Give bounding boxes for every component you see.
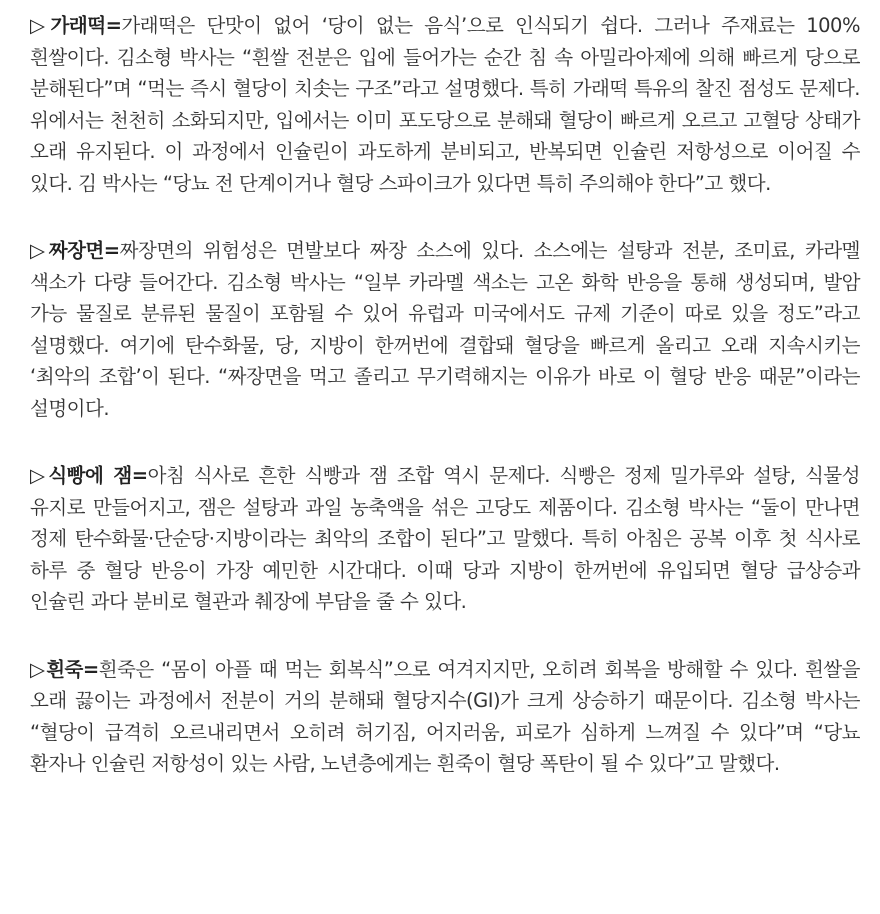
section-garaetteok (30, 10, 860, 199)
section-text: 아침 식사로 흔한 식빵과 잼 조합 역시 문제다. 식빵은 정제 밀가루와 설탕, 식물성 유지로 만들어지고, 잼은 설탕과 과일 농축액을 섞은 고당도 제품이다. 김소형 박사는 “둘이 만나면 정제 탄수화물·단순당·지방이라는 최악의 조합이 된다”고 말했다. 특히 아침은 공복 이후 첫 식사로 하루 중 혈당 반응이 가장 예민한 시간대다. 이때 당과 지방이 한꺼번에 유입되면 혈당 급상승과 인슐린 과다 분비로 혈관과 췌장에 부담을 줄 수 있다. (30, 464, 860, 613)
section-heading: ▷흰죽= (30, 657, 99, 681)
section-heading: ▷가래떡= (30, 14, 122, 37)
section-white-porridge (30, 654, 860, 780)
section-jjajangmyeon (30, 235, 860, 424)
section-text: 가래떡은 단맛이 없어 ‘당이 없는 음식’으로 인식되기 쉽다. 그러나 주재료는 100% 흰쌀이다. 김소형 박사는 “흰쌀 전분은 입에 들어가는 순간 침 속 아밀라아제에 의해 빠르게 당으로 분해된다”며 “먹는 즉시 혈당이 치솟는 구조”라고 설명했다. 특히 가래떡 특유의 찰진 점성도 문제다. 위에서는 천천히 소화되지만, 입에서는 이미 포도당으로 분해돼 혈당이 빠르게 오르고 고혈당 상태가 오래 유지된다. 이 과정에서 인슐린이 과도하게 분비되고, 반복되면 인슐린 저항성으로 이어질 수 있다. 김 박사는 “당뇨 전 단계이거나 혈당 스파이크가 있다면 특히 주의해야 한다”고 했다. (30, 14, 860, 195)
section-text: 짜장면의 위험성은 면발보다 짜장 소스에 있다. 소스에는 설탕과 전분, 조미료, 카라멜 색소가 다량 들어간다. 김소형 박사는 “일부 카라멜 색소는 고온 화학 반응을 통해 생성되며, 발암 가능 물질로 분류된 물질이 포함될 수 있어 유럽과 미국에서도 규제 기준이 따로 있을 정도”라고 설명했다. 여기에 탄수화물, 당, 지방이 한꺼번에 결합돼 혈당을 빠르게 올리고 오래 지속시키는 ‘최악의 조합’이 된다. “짜장면을 먹고 졸리고 무기력해지는 이유가 바로 이 혈당 반응 때문”이라는 설명이다. (30, 239, 860, 420)
section-text: 흰죽은 “몸이 아플 때 먹는 회복식”으로 여겨지지만, 오히려 회복을 방해할 수 있다. 흰쌀을 오래 끓이는 과정에서 전분이 거의 분해돼 혈당지수(GI)가 크게 상승하기 때문이다. 김소형 박사는 “혈당이 급격히 오르내리면서 오히려 허기짐, 어지러움, 피로가 심하게 느껴질 수 있다”며 “당뇨 환자나 인슐린 저항성이 있는 사람, 노년층에게는 흰죽이 혈당 폭탄이 될 수 있다”고 말했다. (30, 657, 860, 775)
section-heading: ▷식빵에 잼= (30, 464, 148, 487)
section-heading: ▷짜장면= (30, 239, 120, 262)
section-bread-and-jam (30, 460, 860, 618)
